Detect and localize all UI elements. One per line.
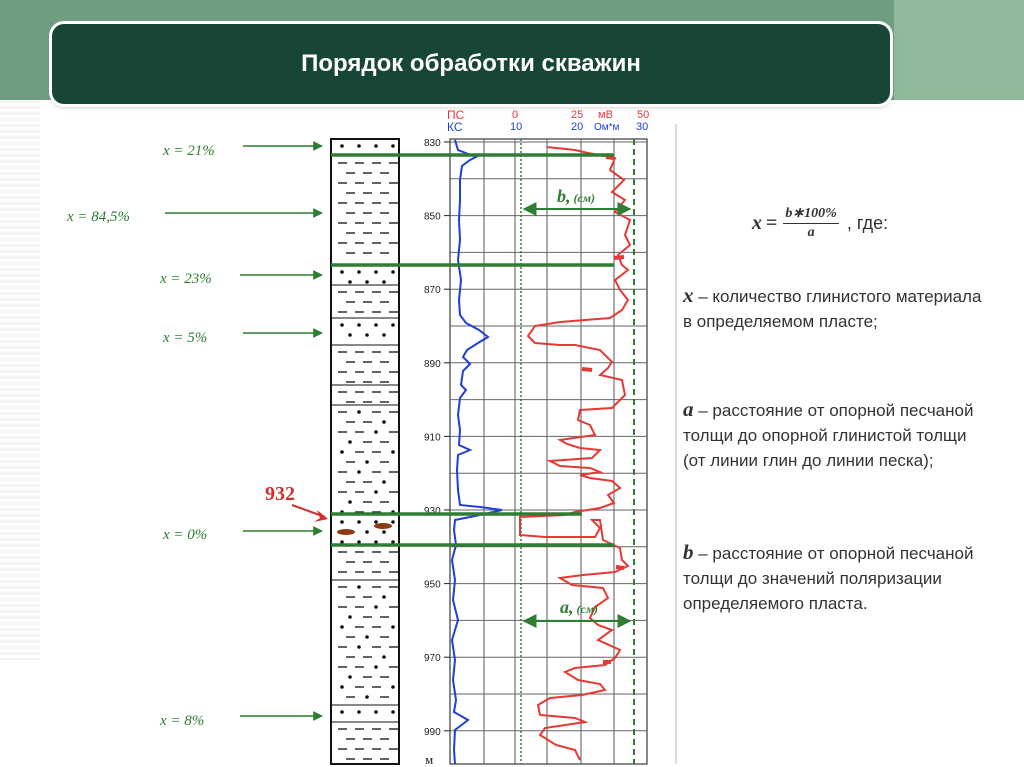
ks-scale-mid: 20 (571, 121, 584, 133)
a-label: a, (см) (560, 597, 599, 617)
definition-text: расстояние от опорной песчаной толщи до опорной глинистой толщи (от линии глин до линии песка); (683, 401, 974, 470)
definition-symbol: x (683, 283, 694, 307)
log-header (447, 108, 649, 134)
depth-tick-label: 890 (424, 358, 441, 370)
clay-labels (66, 143, 322, 729)
definition-symbol: a (683, 397, 694, 421)
clay-label: x = 8% (160, 713, 205, 729)
ps-label: ПС (447, 108, 465, 122)
clay-label: x = 0% (163, 527, 208, 543)
ps-scale-mid: 25 (571, 109, 584, 121)
formula-denominator: a (807, 224, 815, 240)
depth-tick-label: 970 (424, 653, 441, 665)
clay-label: x = 23% (160, 271, 212, 287)
depth-tick-label: 930 (424, 506, 441, 517)
definition-a: a – расстояние от опорной песчаной толщи до опорной глинистой толщи (от линии глин до линии песка); (683, 397, 974, 470)
definition-symbol: b (683, 540, 694, 564)
formula-fraction (783, 205, 838, 242)
depth-tick-label: 950 (424, 579, 441, 591)
b-label: b, (см) (557, 186, 596, 206)
formula-eq: = (766, 211, 778, 234)
formula-numerator: b∗100% (783, 205, 838, 224)
lithology-column (331, 139, 399, 764)
ps-scale-max: 50 (637, 109, 650, 121)
clay-label: x = 84,5% (67, 209, 131, 225)
ks-scale-max: 30 (636, 121, 649, 133)
depth-axis (424, 138, 450, 767)
depth-tick-label: 990 (424, 726, 441, 738)
log-grid (450, 124, 676, 764)
definition-text: количество глинистого материала в определяемом пласте; (683, 287, 982, 331)
ks-scale-min: 10 (510, 121, 523, 133)
depth-tick-label: 910 (424, 432, 441, 444)
depth-unit: м (425, 752, 434, 767)
formula-suffix: , где: (846, 212, 889, 233)
page-title: Порядок обработки скважин (301, 50, 641, 77)
ps-unit: мВ (598, 109, 613, 121)
marker-depth-label: 932 (265, 483, 295, 505)
depth-tick-label: 850 (424, 211, 441, 223)
ps-scale-min: 0 (512, 109, 519, 121)
ks-label: КС (447, 120, 463, 134)
clay-label: x = 5% (163, 330, 208, 346)
definition-b: b – расстояние от опорной песчаной толщи до значений поляризации определяемого пласта. (683, 540, 974, 613)
depth-tick-label: 870 (424, 285, 441, 297)
depth-tick-label: 830 (424, 138, 441, 149)
definition-x: x – количество глинистого материала в определяемом пласте; (683, 283, 982, 331)
definition-text: расстояние от опорной песчаной толщи до значений поляризации определяемого пласта. (683, 544, 974, 613)
ks-unit: Ом*м (594, 122, 620, 133)
marker-932 (265, 483, 328, 522)
formula-lhs: x (752, 211, 762, 234)
clay-label: x = 21% (163, 143, 215, 159)
formula (752, 198, 888, 248)
